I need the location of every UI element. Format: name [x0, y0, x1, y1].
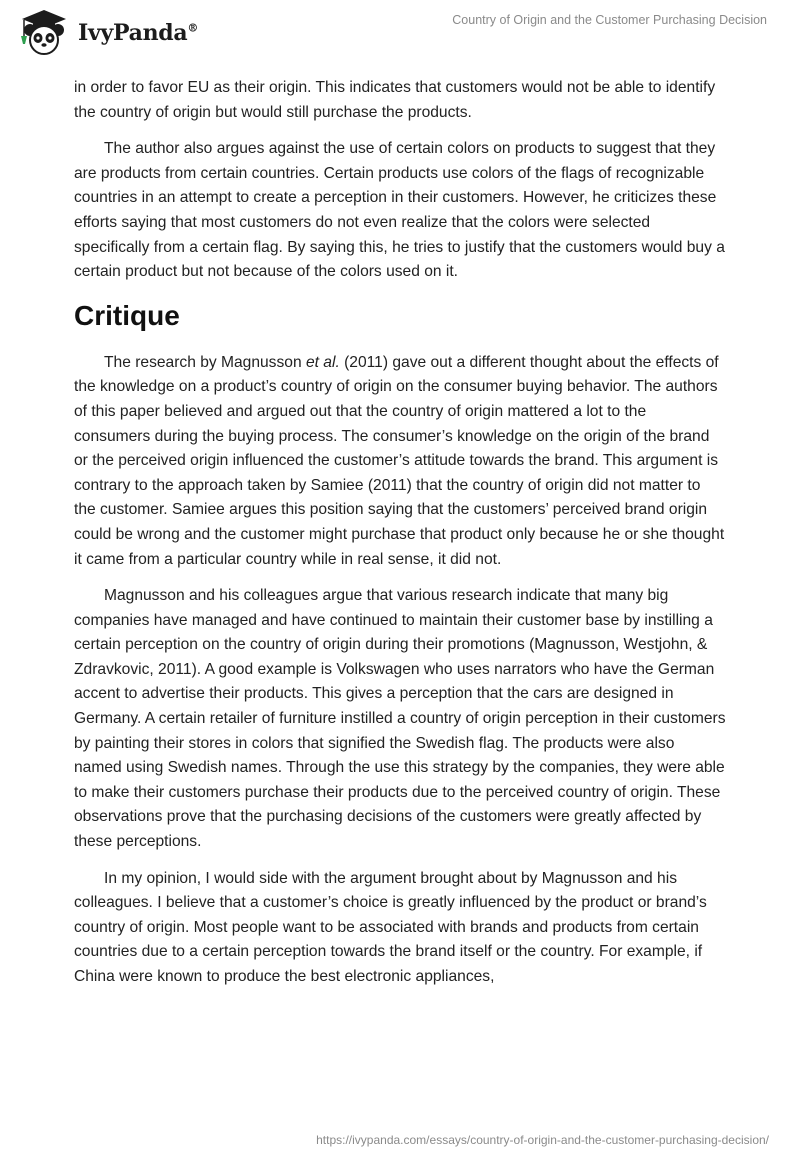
paragraph-company-examples: Magnusson and his colleagues argue that various research indicate that many big companies have managed and have continued to maintain their customer base by instilling a certain perception on the country of origin during their promotions (Magnusson, Westjohn, & Zdravkovic, 2011). A good example is Volkswagen who uses narrators who have the German accent to advertise their products. This gives a perception that the cars are designed in Germany. A certain retailer of furniture instilled a country of origin perception in their customers by painting their stores in colors that signified the Swedish flag. The products were also named using Swedish names. Through the use this strategy by the companies, they were able to make their customers purchase their products due to the perceived country of origin. These observations prove that the purchasing decisions of the customers were greatly affected by these perceptions. — [74, 587, 726, 851]
page-header — [0, 0, 800, 72]
brand-name: IvyPanda® — [78, 20, 199, 46]
italic-et-al: et al. — [305, 353, 340, 371]
paragraph-magnusson-research: The research by Magnusson et al. (2011) gave out a different thought about the effects of the knowledge on a product’s country of origin on the consumer buying behavior. The authors of this paper believed and argued out that the country of origin mattered a lot to the consumers during the buying process. The consumer’s knowledge on the origin of the brand or the perceived origin influenced the customer’s attitude towards the brand. This argument is contrary to the approach taken by Samiee (2011) that the country of origin did not matter to the customer. Samiee argues this position saying that the customers’ perceived brand origin could be wrong and the customer might purchase that product only because he or she thought it came from a particular country while in real sense, it did not. — [74, 353, 725, 568]
section-heading-critique: Critique — [74, 299, 180, 331]
document-title: Country of Origin and the Customer Purchasing Decision — [452, 13, 767, 27]
logo[interactable] — [16, 8, 198, 56]
source-url[interactable]: https://ivypanda.com/essays/country-of-origin-and-the-customer-purchasing-decision/ — [316, 1133, 769, 1147]
paragraph-opinion: In my opinion, I would side with the argument brought about by Magnusson and his colleagues. I believe that a customer’s choice is greatly influenced by the product or brand’s country of origin. Most people want to be associated with brands and products from certain countries due to a certain perception towards the brand itself or the country. For example, if China were known to produce the best electronic appliances, — [74, 869, 707, 985]
paragraph-colors-argument: The author also argues against the use of certain colors on products to suggest that they are products from certain countries. Certain products use colors of the flags of recognizable countries in an attempt to create a perception in their customers. However, he criticizes these efforts saying that most customers do not even realize that the colors were selected specifically from a certain flag. By saying this, he tries to justify that the customers would buy a certain product but not because of the colors used on it. — [74, 140, 725, 281]
paragraph-continued: in order to favor EU as their origin. This indicates that customers would not be able to identify the country of origin but would still purchase the products. — [74, 79, 716, 121]
panda-logo-icon — [16, 8, 72, 56]
essay-body — [74, 76, 726, 1002]
